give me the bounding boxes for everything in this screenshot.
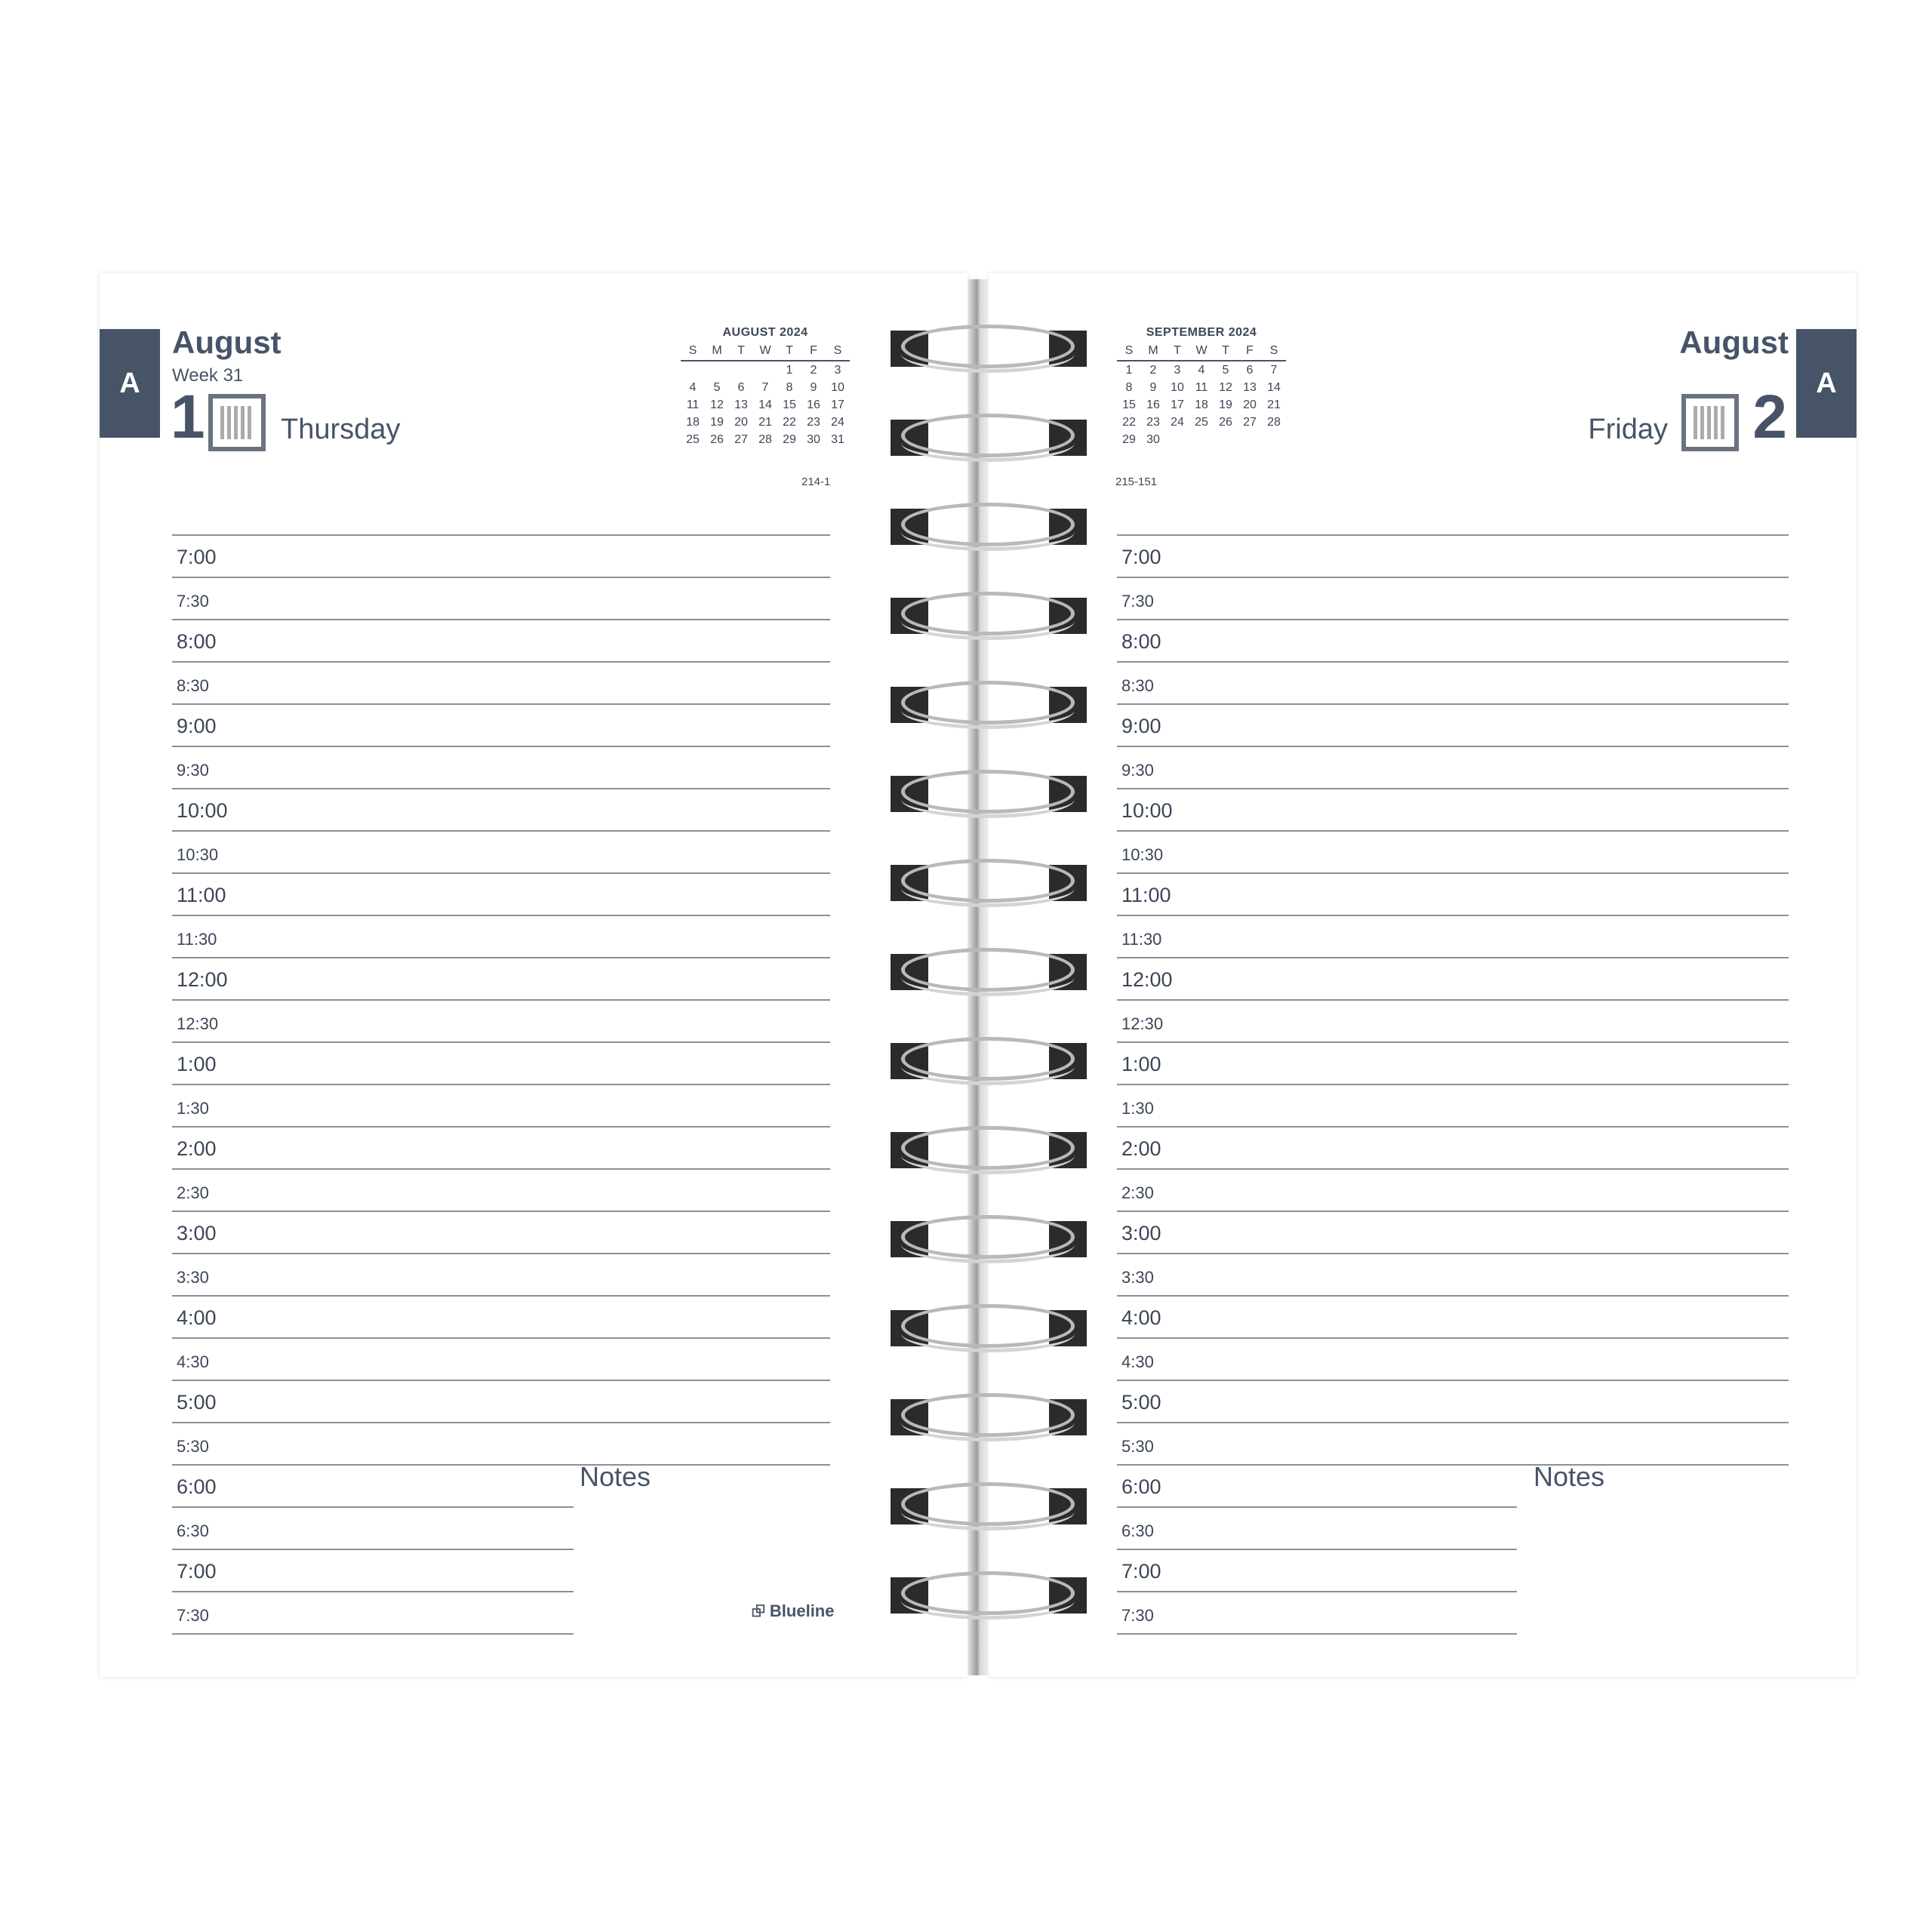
time-slot-row[interactable]: [1117, 1128, 1789, 1170]
time-label: 10:30: [1121, 845, 1164, 864]
time-label: 1:00: [1121, 1053, 1161, 1075]
calendar-day: 23: [807, 415, 820, 429]
time-label: 6:30: [177, 1521, 209, 1540]
binding-coil: [891, 859, 1087, 909]
time-slot-row[interactable]: [1117, 832, 1789, 874]
time-slot-row[interactable]: [172, 494, 830, 536]
mini-calendar: [1117, 326, 1298, 448]
calendar-day: [1262, 431, 1286, 448]
time-label: 9:00: [1121, 715, 1161, 737]
calendar-day: 5: [713, 380, 721, 394]
time-slot-row[interactable]: [1117, 1381, 1789, 1423]
calendar-day: 28: [1267, 415, 1281, 429]
time-label: 8:30: [1121, 676, 1154, 695]
time-slot-row[interactable]: [1117, 1043, 1789, 1085]
time-label: 3:30: [1121, 1268, 1154, 1287]
brand-logo: [752, 1598, 834, 1627]
binding-coil: [891, 414, 1087, 463]
calendar-day: 18: [1195, 398, 1208, 411]
calendar-day: 19: [1219, 398, 1232, 411]
time-label: 11:30: [177, 930, 217, 949]
time-label: 3:00: [1121, 1222, 1161, 1244]
time-slot-row[interactable]: [1117, 1592, 1517, 1635]
time-label: 7:00: [177, 546, 217, 568]
binding-coil: [891, 592, 1087, 641]
time-slot-row[interactable]: [172, 874, 830, 916]
calendar-day: 28: [758, 432, 772, 446]
mini-calendar-title: SEPTEMBER 2024: [1146, 326, 1257, 339]
time-slot-row[interactable]: [1117, 874, 1789, 916]
mini-calendar: [681, 326, 869, 448]
binding-coil: [891, 770, 1087, 820]
month-title: August: [1679, 325, 1789, 360]
week-label: Week 31: [172, 365, 244, 386]
binding-coil: [891, 1037, 1087, 1087]
time-slot-row[interactable]: [172, 1592, 574, 1635]
calendar-day: 9: [1149, 380, 1157, 394]
weekday-header: T: [1214, 344, 1238, 361]
calendar-day: 6: [737, 380, 745, 394]
month-tab[interactable]: A: [100, 329, 160, 438]
time-label: 7:30: [1121, 592, 1154, 611]
time-label: 9:30: [177, 761, 209, 780]
time-slot-row[interactable]: [1117, 663, 1789, 705]
time-label: 5:30: [1121, 1437, 1154, 1456]
time-slot-row[interactable]: [172, 578, 830, 620]
time-label: 5:00: [1121, 1391, 1161, 1414]
weekday-header: M: [1141, 344, 1165, 361]
time-slot-row[interactable]: [1117, 1297, 1789, 1339]
time-slot-row[interactable]: [172, 916, 830, 958]
time-label: 7:30: [1121, 1606, 1154, 1625]
calendar-day: 25: [1195, 415, 1208, 429]
calendar-day: 22: [783, 415, 796, 429]
time-label: 7:00: [177, 1560, 217, 1583]
time-slot-row[interactable]: [172, 832, 830, 874]
time-label: 9:00: [177, 715, 217, 737]
calendar-day: 14: [1267, 380, 1281, 394]
time-slot-row[interactable]: [1117, 916, 1789, 958]
calendar-day: 19: [710, 415, 724, 429]
calendar-day: 27: [1243, 415, 1257, 429]
time-label: 12:30: [1121, 1014, 1164, 1033]
calendar-day: 22: [1122, 415, 1136, 429]
calendar-day: 21: [758, 415, 772, 429]
brand-logo-text: Blueline: [769, 1601, 835, 1620]
calendar-day: 10: [831, 380, 844, 394]
time-label: 12:00: [177, 968, 228, 991]
month-title: August: [172, 325, 281, 360]
time-slot-row[interactable]: [1117, 1339, 1789, 1381]
calendar-day: 25: [686, 432, 700, 446]
time-slot-row[interactable]: [172, 1381, 830, 1423]
weekday-header: F: [801, 344, 826, 361]
month-tab[interactable]: A: [1796, 329, 1857, 438]
time-label: 7:00: [1121, 546, 1161, 568]
calendar-day: 7: [1270, 363, 1278, 377]
time-label: 5:00: [177, 1391, 217, 1414]
time-slot-row[interactable]: [1117, 494, 1789, 536]
time-slot-row[interactable]: [172, 1085, 830, 1128]
time-label: 8:30: [177, 676, 209, 695]
time-label: 6:30: [1121, 1521, 1154, 1540]
weekday-header: T: [729, 344, 753, 361]
calendar-day: 24: [831, 415, 844, 429]
time-slot-row[interactable]: [172, 1508, 574, 1550]
calendar-day: 16: [807, 398, 820, 411]
time-label: 10:00: [177, 799, 228, 822]
weekday-header: S: [826, 344, 850, 361]
time-slot-row[interactable]: [172, 663, 830, 705]
binding-coil: [891, 325, 1087, 374]
binding-coil: [891, 681, 1087, 731]
qr-code-icon: [1681, 394, 1739, 451]
notes-label: Notes: [580, 1461, 651, 1492]
time-slot-row[interactable]: [1117, 789, 1789, 832]
time-slot-row[interactable]: [1117, 1170, 1789, 1212]
schedule-grid: [172, 494, 830, 1635]
calendar-day: 26: [1219, 415, 1232, 429]
time-slot-row[interactable]: [172, 1466, 574, 1508]
time-slot-row[interactable]: [1117, 1212, 1789, 1254]
calendar-day: 31: [831, 432, 844, 446]
calendar-day: 21: [1267, 398, 1281, 411]
calendar-day: 29: [1122, 432, 1136, 446]
weekday-header: T: [777, 344, 801, 361]
calendar-day: 10: [1171, 380, 1184, 394]
time-slot-row[interactable]: [172, 1550, 574, 1592]
day-number: 1: [171, 383, 205, 451]
calendar-day: 1: [786, 363, 793, 377]
calendar-day: 18: [686, 415, 700, 429]
time-label: 11:00: [1121, 884, 1171, 906]
time-slot-row[interactable]: [1117, 747, 1789, 789]
time-label: 4:00: [177, 1306, 217, 1329]
calendar-day: 11: [686, 398, 700, 411]
calendar-day: 8: [1125, 380, 1133, 394]
time-label: 2:00: [177, 1137, 217, 1160]
weekday-header: F: [1238, 344, 1262, 361]
time-slot-row[interactable]: [172, 1423, 830, 1466]
calendar-day: 15: [1122, 398, 1136, 411]
time-label: 10:00: [1121, 799, 1173, 822]
calendar-day: [1165, 431, 1189, 448]
page-code: 214-1: [801, 475, 831, 488]
time-slot-row[interactable]: [172, 747, 830, 789]
binding-coil: [891, 1482, 1087, 1532]
binding-coil: [891, 503, 1087, 552]
time-slot-row[interactable]: [172, 958, 830, 1001]
calendar-day: 17: [1171, 398, 1184, 411]
binding-coil: [891, 1215, 1087, 1265]
time-slot-row[interactable]: [172, 1128, 830, 1170]
weekday-header: S: [681, 344, 705, 361]
day-name: Friday: [1588, 414, 1668, 445]
binding-coil: [891, 1304, 1087, 1354]
binding-coil: [891, 1571, 1087, 1621]
time-slot-row[interactable]: [1117, 1254, 1789, 1297]
calendar-day: 16: [1146, 398, 1160, 411]
time-label: 3:30: [177, 1268, 209, 1287]
time-label: 2:30: [177, 1183, 209, 1202]
calendar-day: [681, 361, 705, 379]
time-slot-row[interactable]: [1117, 958, 1789, 1001]
calendar-day: 29: [783, 432, 796, 446]
calendar-day: 7: [761, 380, 769, 394]
time-slot-row[interactable]: [172, 1297, 830, 1339]
calendar-day: 8: [786, 380, 793, 394]
calendar-day: [753, 361, 777, 379]
calendar-day: 6: [1246, 363, 1254, 377]
calendar-day: 13: [734, 398, 748, 411]
weekday-header: S: [1117, 344, 1141, 361]
calendar-day: 15: [783, 398, 796, 411]
time-label: 6:00: [177, 1475, 217, 1498]
time-label: 3:00: [177, 1222, 217, 1244]
time-slot-row[interactable]: [1117, 1508, 1517, 1550]
time-label: 11:30: [1121, 930, 1162, 949]
time-label: 7:30: [177, 592, 209, 611]
time-label: 7:00: [1121, 1560, 1161, 1583]
time-slot-row[interactable]: [1117, 1466, 1517, 1508]
time-slot-row[interactable]: [1117, 620, 1789, 663]
time-slot-row[interactable]: [172, 620, 830, 663]
calendar-day: 3: [1174, 363, 1181, 377]
calendar-day: 17: [831, 398, 844, 411]
time-label: 12:30: [177, 1014, 219, 1033]
weekday-header: W: [753, 344, 777, 361]
time-label: 5:30: [177, 1437, 209, 1456]
calendar-day: 2: [810, 363, 817, 377]
page-code: 215-151: [1115, 475, 1158, 488]
calendar-day: 20: [734, 415, 748, 429]
time-label: 1:30: [177, 1099, 209, 1118]
time-slot-row[interactable]: [172, 1001, 830, 1043]
time-label: 6:00: [1121, 1475, 1161, 1498]
time-label: 4:30: [1121, 1352, 1154, 1371]
calendar-day: 23: [1146, 415, 1160, 429]
calendar-day: 14: [758, 398, 772, 411]
binding-coil: [891, 1126, 1087, 1176]
calendar-day: 4: [1198, 363, 1205, 377]
time-label: 8:00: [1121, 630, 1161, 653]
weekday-header: T: [1165, 344, 1189, 361]
time-label: 2:00: [1121, 1137, 1161, 1160]
calendar-day: 4: [689, 380, 697, 394]
calendar-day: 12: [1219, 380, 1232, 394]
calendar-day: 5: [1222, 363, 1229, 377]
calendar-day: [1238, 431, 1262, 448]
weekday-header: S: [1262, 344, 1286, 361]
time-slot-row[interactable]: [172, 1254, 830, 1297]
qr-code-icon: [208, 394, 266, 451]
calendar-day: 20: [1243, 398, 1257, 411]
calendar-day: 26: [710, 432, 724, 446]
time-slot-row[interactable]: [172, 1339, 830, 1381]
time-slot-row[interactable]: [1117, 1085, 1789, 1128]
calendar-day: 2: [1149, 363, 1157, 377]
calendar-day: 1: [1125, 363, 1133, 377]
time-label: 12:00: [1121, 968, 1173, 991]
brand-logo-icon: ⮺: [752, 1601, 765, 1620]
time-slot-row[interactable]: [1117, 1001, 1789, 1043]
calendar-day: 12: [710, 398, 724, 411]
time-slot-row[interactable]: [1117, 536, 1789, 578]
calendar-day: [1189, 431, 1214, 448]
time-label: 10:30: [177, 845, 219, 864]
time-label: 1:00: [177, 1053, 217, 1075]
time-label: 2:30: [1121, 1183, 1154, 1202]
time-label: 4:00: [1121, 1306, 1161, 1329]
calendar-day: 3: [834, 363, 841, 377]
calendar-day: 11: [1195, 380, 1208, 394]
time-slot-row[interactable]: [172, 789, 830, 832]
weekday-header: M: [705, 344, 729, 361]
day-name: Thursday: [281, 414, 401, 445]
time-label: 9:30: [1121, 761, 1154, 780]
calendar-day: 24: [1171, 415, 1184, 429]
time-slot-row[interactable]: [1117, 578, 1789, 620]
calendar-day: 30: [807, 432, 820, 446]
notes-label: Notes: [1534, 1461, 1605, 1492]
time-slot-row[interactable]: [1117, 1550, 1517, 1592]
time-slot-row[interactable]: [1117, 1423, 1789, 1466]
schedule-grid: [1117, 494, 1789, 1635]
calendar-day: [705, 361, 729, 379]
binding-coil: [891, 948, 1087, 998]
time-label: 11:00: [177, 884, 226, 906]
time-slot-row[interactable]: [172, 1043, 830, 1085]
mini-calendar-title: AUGUST 2024: [722, 326, 808, 339]
time-slot-row[interactable]: [172, 705, 830, 747]
calendar-day: [1214, 431, 1238, 448]
calendar-day: 9: [810, 380, 817, 394]
calendar-day: [729, 361, 753, 379]
time-label: 7:30: [177, 1606, 209, 1625]
time-slot-row[interactable]: [172, 1212, 830, 1254]
calendar-day: 13: [1243, 380, 1257, 394]
day-number: 2: [1752, 383, 1787, 451]
time-slot-row[interactable]: [172, 1170, 830, 1212]
calendar-day: 30: [1146, 432, 1160, 446]
time-slot-row[interactable]: [1117, 705, 1789, 747]
time-label: 4:30: [177, 1352, 209, 1371]
time-label: 8:00: [177, 630, 217, 653]
binding-coil: [891, 1393, 1087, 1443]
time-label: 1:30: [1121, 1099, 1154, 1118]
left-page: [100, 273, 968, 1677]
right-page: [989, 273, 1857, 1677]
calendar-day: 27: [734, 432, 748, 446]
weekday-header: W: [1189, 344, 1214, 361]
time-slot-row[interactable]: [172, 536, 830, 578]
